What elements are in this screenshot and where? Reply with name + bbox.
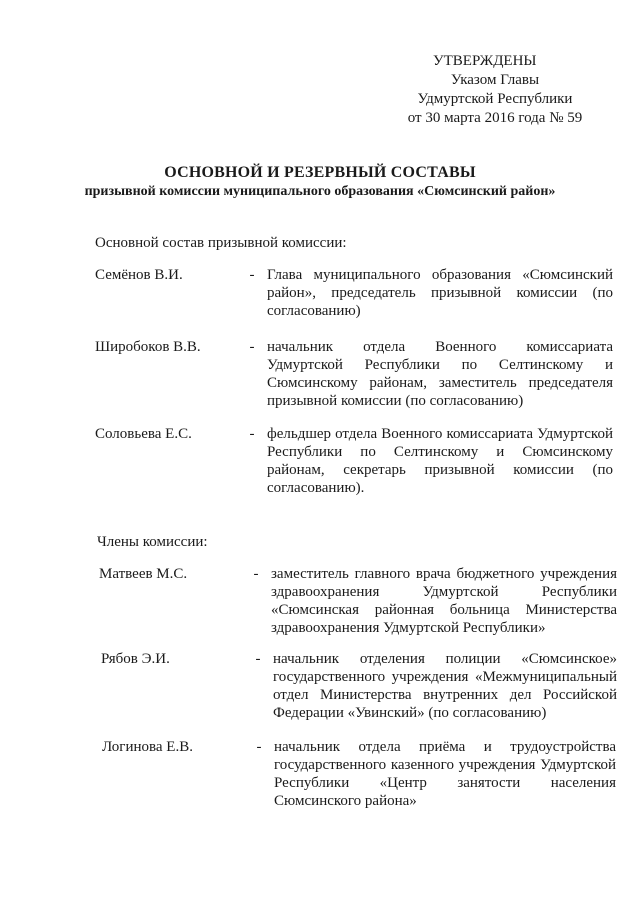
entry-dash: - bbox=[249, 339, 255, 355]
approval-line-4: от 30 марта 2016 года № 59 bbox=[407, 110, 583, 126]
entry-dash: - bbox=[253, 566, 259, 582]
document-title bbox=[0, 163, 640, 201]
entry-description: Глава муниципального образования «Сюмсинский район», председатель призывной комиссии (по согласованию) bbox=[267, 267, 613, 319]
entry-name: Семёнов В.И. bbox=[95, 267, 183, 283]
title-line-2: призывной комиссии муниципального образования «Сюмсинский район» bbox=[84, 184, 556, 199]
entry-name: Широбоков В.В. bbox=[95, 339, 201, 355]
entry-description: начальник отдела приёма и трудоустройства государственного казенного учреждения Удмуртской Республики «Центр занятости населения Сюмсинского района» bbox=[274, 739, 616, 809]
main-entry-3 bbox=[95, 425, 615, 500]
approval-line-2: Указом Главы bbox=[450, 72, 540, 88]
entry-dash: - bbox=[249, 267, 255, 283]
entry-dash: - bbox=[255, 651, 261, 667]
entry-description: начальник отделения полиции «Сюмсинское» государственного учреждения «Межмуниципальный отдел Министерства внутренних дел Российской Федерации «Увинский» (по согласованию) bbox=[273, 651, 617, 721]
member-entry-3 bbox=[102, 738, 622, 813]
approval-line-1: УТВЕРЖДЕНЫ bbox=[433, 53, 537, 69]
approval-line-3: Удмуртской Республики bbox=[417, 91, 573, 107]
member-entry-2 bbox=[101, 650, 621, 725]
entry-name: Матвеев М.С. bbox=[99, 566, 188, 582]
member-entry-1 bbox=[99, 565, 619, 640]
entry-dash: - bbox=[256, 739, 262, 755]
members-section-heading: Члены комиссии: bbox=[97, 534, 208, 550]
main-section-heading: Основной состав призывной комиссии: bbox=[95, 235, 347, 251]
main-entry-2 bbox=[95, 338, 615, 413]
entry-description: начальник отдела Военного комиссариата Удмуртской Республики по Селтинскому и Сюмсинскому районам, заместитель председателя призывной комиссии (по согласованию) bbox=[267, 339, 613, 409]
title-line-1: ОСНОВНОЙ И РЕЗЕРВНЫЙ СОСТАВЫ bbox=[164, 164, 476, 181]
entry-name: Логинова Е.В. bbox=[102, 739, 193, 755]
main-entry-1 bbox=[95, 266, 615, 326]
entry-dash: - bbox=[249, 426, 255, 442]
entry-description: фельдшер отдела Военного комиссариата Удмуртской Республики по Селтинскому и Сюмсинскому районам, секретарь призывной комиссии (по согласованию). bbox=[267, 426, 613, 496]
entry-description: заместитель главного врача бюджетного учреждения здравоохранения Удмуртской Республики «Сюмсинская районная больница Министерства здравоохранения Удмуртской Республики» bbox=[271, 566, 617, 636]
entry-name: Рябов Э.И. bbox=[101, 651, 170, 667]
entry-name: Соловьева Е.С. bbox=[95, 426, 192, 442]
approval-stamp bbox=[395, 52, 595, 128]
